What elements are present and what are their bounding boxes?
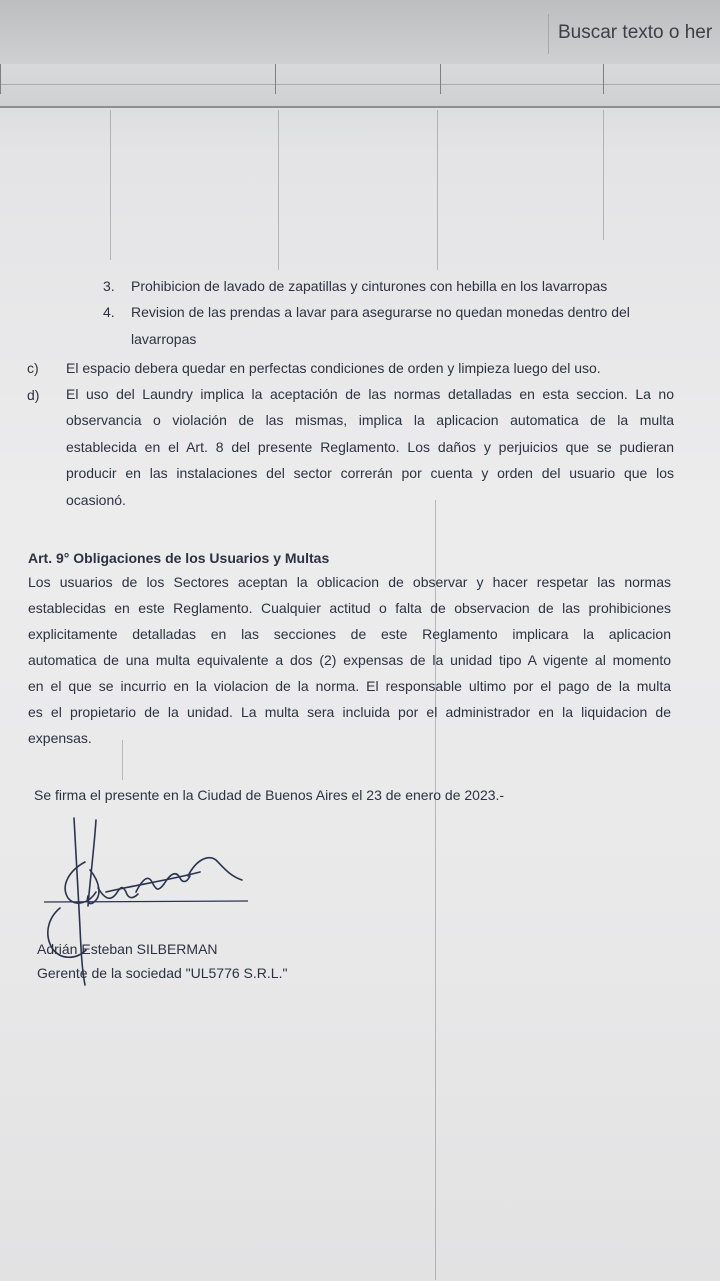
signer-title: Gerente de la sociedad "UL5776 S.R.L." [37,965,288,981]
clause-d-line: establecida en el Art. 8 del presente Reglamento. Los daños y perjuicios que se pudieran [66,439,674,455]
signer-name: Adrián Esteban SILBERMAN [37,941,218,957]
closing-statement: Se firma el presente en la Ciudad de Buenos Aires el 23 de enero de 2023.- [34,787,505,803]
article-line: es el propietario de la unidad. La multa sera incluida por el administrador en la liquidacion de [28,704,671,720]
scan-crease [278,110,279,270]
clause-label-c: c) [27,360,39,376]
article-line: establecidas en este Reglamento. Cualquier actitud o falta de observacion de las prohibiciones [28,600,671,616]
clause-c-text: El espacio debera quedar en perfectas condiciones de orden y limpieza luego del uso. [66,360,601,376]
article-line: explicitamente detalladas en las secciones de este Reglamento implicara la aplicacion [28,626,671,642]
list-item-continuation: lavarropas [131,331,197,347]
clause-d-line: observancia o violación de las mismas, implica la aplicacion automatica de la multa [66,412,674,428]
list-item-number: 3. [103,278,115,294]
clause-d-line: producir en las instalaciones del sector correrán por cuenta y orden del usuario que los [66,465,674,481]
list-item: Revision de las prendas a lavar para asegurarse no quedan monedas dentro del [131,304,630,320]
clause-d-line: ocasionó. [66,492,126,508]
scan-crease [437,110,438,270]
scan-crease [603,110,604,240]
scan-crease [110,110,111,260]
viewer-toolbar [0,0,720,65]
article-line: en el que se incurrio en la violacion de la norma. El responsable ultimo por el pago de la multa [28,678,671,694]
search-input[interactable] [548,14,720,54]
article-line: expensas. [28,730,92,746]
article-line: automatica de una multa equivalente a dos (2) expensas de la unidad tipo A vigente al momento [28,652,671,668]
list-item-number: 4. [103,304,115,320]
list-item: Prohibicion de lavado de zapatillas y cinturones con hebilla en los lavarropas [131,278,608,294]
ruler-bar [0,64,720,108]
clause-label-d: d) [27,387,40,403]
article-heading: Art. 9° Obligaciones de los Usuarios y Multas [28,550,330,566]
clause-d-line: El uso del Laundry implica la aceptación de las normas detalladas en esta seccion. La no [66,386,674,402]
search-placeholder: Buscar texto o her [558,22,713,43]
article-line: Los usuarios de los Sectores aceptan la oblicacion de observar y hacer respetar las normas [28,574,671,590]
